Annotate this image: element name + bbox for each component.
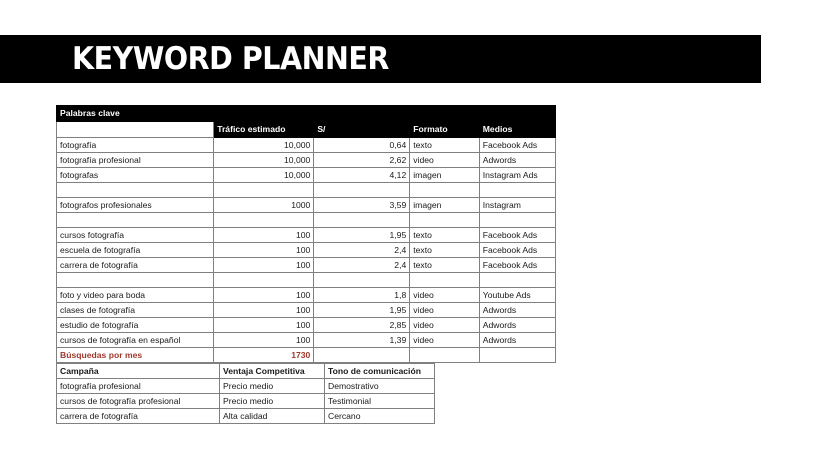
keyword-spacer-row [57,213,556,228]
column-header-campaign[interactable]: Campaña [57,364,220,379]
cell-campaign[interactable]: carrera de fotografía [57,409,220,424]
spreadsheet-area [56,105,556,424]
cell-advantage[interactable]: Precio medio [220,394,325,409]
cell-format[interactable]: imagen [410,168,480,183]
page-title: KEYWORD PLANNER [72,40,389,77]
cell-price[interactable]: 3,59 [314,198,410,213]
column-header-keyword[interactable] [57,122,214,138]
cell-traffic[interactable] [214,273,314,288]
cell-advantage[interactable]: Alta calidad [220,409,325,424]
cell-tone[interactable]: Demostrativo [325,379,435,394]
keyword-spacer-row [57,273,556,288]
cell-media[interactable]: Instagram Ads [479,168,555,183]
cell-traffic[interactable] [214,213,314,228]
keyword-row [57,303,556,318]
keyword-row [57,153,556,168]
keyword-spacer-row [57,183,556,198]
cell-price[interactable]: 1,8 [314,288,410,303]
keyword-row [57,228,556,243]
total-row [57,348,556,363]
cell-media[interactable]: Adwords [479,153,555,168]
keyword-row [57,198,556,213]
cell-traffic[interactable]: 10,000 [214,138,314,153]
keyword-table-body [57,106,556,363]
cell-format[interactable]: video [410,153,480,168]
cell-price[interactable] [314,213,410,228]
column-header-media[interactable]: Medios [479,122,555,138]
cell-traffic[interactable]: 100 [214,243,314,258]
campaign-row [57,409,435,424]
keyword-table-column-header [57,122,556,138]
total-price-cell [314,348,410,363]
campaign-table-column-header [57,364,435,379]
cell-campaign[interactable]: cursos de fotografía profesional [57,394,220,409]
cell-format[interactable] [410,183,480,198]
cell-price[interactable]: 2,62 [314,153,410,168]
cell-format[interactable]: imagen [410,198,480,213]
cell-traffic[interactable]: 100 [214,333,314,348]
cell-price[interactable]: 1,95 [314,303,410,318]
cell-traffic[interactable]: 10,000 [214,153,314,168]
campaign-table [56,363,435,424]
keyword-row [57,333,556,348]
cell-traffic[interactable]: 100 [214,318,314,333]
cell-keyword[interactable]: cursos fotografía [57,228,214,243]
cell-price[interactable]: 4,12 [314,168,410,183]
keyword-row [57,138,556,153]
cell-traffic[interactable]: 100 [214,288,314,303]
keyword-table [56,105,556,363]
cell-media[interactable]: Instagram [479,198,555,213]
keyword-row [57,243,556,258]
cell-format[interactable]: texto [410,228,480,243]
column-header-tone[interactable]: Tono de comunicación [325,364,435,379]
campaign-row [57,394,435,409]
cell-media[interactable]: Adwords [479,318,555,333]
cell-keyword[interactable]: fotografos profesionales [57,198,214,213]
cell-media[interactable]: Facebook Ads [479,138,555,153]
cell-media[interactable]: Facebook Ads [479,258,555,273]
cell-keyword[interactable]: fotografía profesional [57,153,214,168]
cell-media[interactable] [479,213,555,228]
title-banner [0,35,761,83]
cell-media[interactable] [479,183,555,198]
cell-price[interactable]: 1,39 [314,333,410,348]
cell-price[interactable]: 2,85 [314,318,410,333]
keyword-row [57,288,556,303]
cell-keyword[interactable]: foto y video para boda [57,288,214,303]
cell-traffic[interactable]: 10,000 [214,168,314,183]
cell-price[interactable] [314,183,410,198]
cell-price[interactable] [314,273,410,288]
section-title-cell: Palabras clave [57,106,556,122]
cell-keyword[interactable]: fotografía [57,138,214,153]
cell-format[interactable]: texto [410,243,480,258]
cell-keyword[interactable]: estudio de fotografía [57,318,214,333]
cell-campaign[interactable]: fotografía profesional [57,379,220,394]
keyword-table-section-header [57,106,556,122]
keyword-row [57,318,556,333]
column-header-traffic[interactable]: Tráfico estimado [214,122,314,138]
cell-price[interactable]: 0,64 [314,138,410,153]
cell-traffic[interactable]: 1000 [214,198,314,213]
cell-format[interactable]: video [410,318,480,333]
cell-keyword[interactable] [57,213,214,228]
total-label-cell: Búsquedas por mes [57,348,214,363]
cell-price[interactable]: 2,4 [314,258,410,273]
cell-media[interactable]: Adwords [479,303,555,318]
cell-format[interactable]: texto [410,258,480,273]
cell-format[interactable] [410,213,480,228]
column-header-advantage[interactable]: Ventaja Competitiva [220,364,325,379]
total-format-cell [410,348,480,363]
cell-keyword[interactable] [57,273,214,288]
cell-keyword[interactable]: escuela de fotografía [57,243,214,258]
cell-media[interactable]: Youtube Ads [479,288,555,303]
column-header-price[interactable]: S/ [314,122,410,138]
cell-keyword[interactable]: cursos de fotografía en español [57,333,214,348]
total-value-cell: 1730 [214,348,314,363]
cell-media[interactable] [479,273,555,288]
column-header-format[interactable]: Formato [410,122,480,138]
cell-media[interactable]: Facebook Ads [479,243,555,258]
cell-price[interactable]: 1,95 [314,228,410,243]
cell-traffic[interactable]: 100 [214,228,314,243]
cell-advantage[interactable]: Precio medio [220,379,325,394]
cell-format[interactable]: video [410,288,480,303]
cell-tone[interactable]: Cercano [325,409,435,424]
cell-traffic[interactable]: 100 [214,258,314,273]
cell-format[interactable]: video [410,333,480,348]
campaign-table-body [57,364,435,424]
cell-price[interactable]: 2,4 [314,243,410,258]
campaign-row [57,379,435,394]
cell-keyword[interactable] [57,183,214,198]
cell-tone[interactable]: Testimonial [325,394,435,409]
cell-traffic[interactable] [214,183,314,198]
cell-keyword[interactable]: fotografas [57,168,214,183]
cell-format[interactable]: video [410,303,480,318]
cell-traffic[interactable]: 100 [214,303,314,318]
cell-keyword[interactable]: carrera de fotografía [57,258,214,273]
cell-format[interactable] [410,273,480,288]
cell-format[interactable]: texto [410,138,480,153]
keyword-row [57,168,556,183]
cell-media[interactable]: Adwords [479,333,555,348]
cell-media[interactable]: Facebook Ads [479,228,555,243]
cell-keyword[interactable]: clases de fotografía [57,303,214,318]
keyword-row [57,258,556,273]
total-media-cell [479,348,555,363]
